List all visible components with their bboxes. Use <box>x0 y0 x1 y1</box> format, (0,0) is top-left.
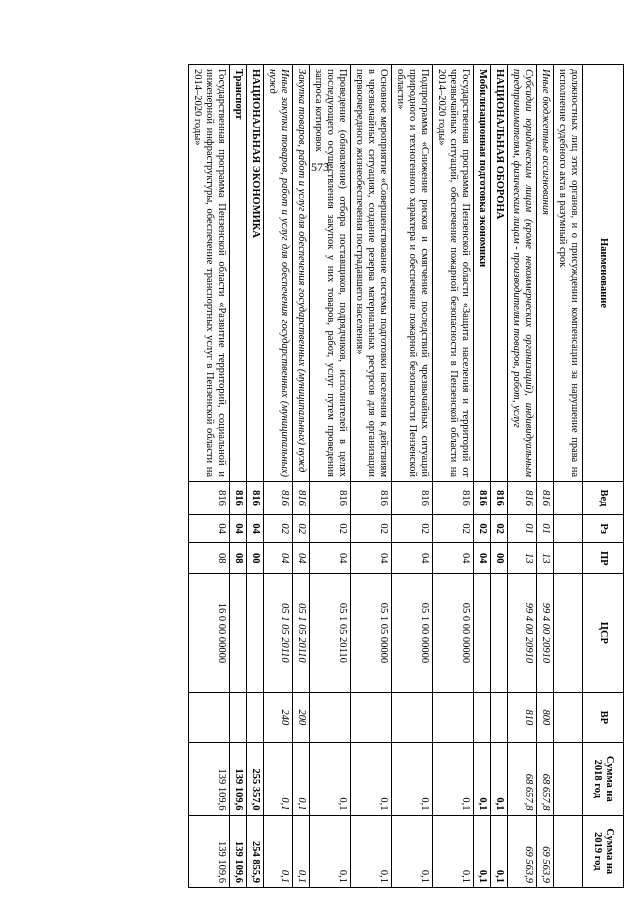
cell-sum2019: 0,1 <box>310 815 351 887</box>
cell-pr: 13 <box>537 543 554 574</box>
cell-ved: 816 <box>491 481 508 514</box>
cell-vr <box>189 692 230 742</box>
col-header-name: Наименование <box>583 65 624 482</box>
col-header-sum2018: Сумма на 2018 год <box>583 743 624 815</box>
cell-ved: 816 <box>537 481 554 514</box>
cell-name: должностных лиц этих органов, и о присуждении компенсации за нарушение права на исполнение судебного акта в разумный срок <box>554 65 583 482</box>
cell-ved <box>554 481 583 514</box>
cell-rz <box>554 514 583 543</box>
cell-rz: 02 <box>310 514 351 543</box>
cell-ved: 816 <box>189 481 230 514</box>
table-stage <box>76 64 624 888</box>
cell-pr: 04 <box>351 543 392 574</box>
col-header-rz: Рз <box>583 514 624 543</box>
cell-rz: 04 <box>189 514 230 543</box>
cell-vr: 200 <box>293 692 310 742</box>
cell-name: Субсидии юридическим лицам (кроме некоммерческих организаций), индивидуальным предпринимателям, физическим лицам - производителям товаров, работ, услуг <box>508 65 537 482</box>
cell-vr: 800 <box>537 692 554 742</box>
cell-csr: 05 1 00 00000 <box>392 574 433 693</box>
table-row <box>189 65 230 888</box>
cell-csr: 99 4 00 20910 <box>508 574 537 693</box>
cell-sum2019 <box>554 815 583 887</box>
table-row <box>474 65 491 888</box>
cell-sum2018: 0,1 <box>433 743 474 815</box>
col-header-pr: ПР <box>583 543 624 574</box>
cell-rz: 04 <box>230 514 247 543</box>
cell-sum2018: 68 657,8 <box>508 743 537 815</box>
cell-name: Транспорт <box>230 65 247 482</box>
cell-vr: 810 <box>508 692 537 742</box>
cell-name: Государственная программа Пензенской области «Защита населения и территорий от чрезвычайных ситуаций, обеспечение пожарной безопасности в Пензенской области на 2014–2020 годы» <box>433 65 474 482</box>
cell-pr: 04 <box>433 543 474 574</box>
cell-pr: 00 <box>491 543 508 574</box>
cell-pr: 00 <box>247 543 264 574</box>
table-row <box>351 65 392 888</box>
col-header-sum2019: Сумма на 2019 год <box>583 815 624 887</box>
cell-csr <box>247 574 264 693</box>
cell-sum2019: 0,1 <box>293 815 310 887</box>
col-header-ved: Вед <box>583 481 624 514</box>
cell-name: Государственная программа Пензенской области «Развитие территорий, социальной и инженерной инфраструктуры, обеспечение транспортных услуг в Пензенской области на 2014–2020 годы» <box>189 65 230 482</box>
table-body <box>189 65 583 888</box>
cell-ved: 816 <box>247 481 264 514</box>
table-row <box>310 65 351 888</box>
cell-vr <box>351 692 392 742</box>
cell-sum2018: 0,1 <box>264 743 293 815</box>
cell-sum2019: 254 855,9 <box>247 815 264 887</box>
cell-rz: 02 <box>351 514 392 543</box>
cell-sum2019: 0,1 <box>392 815 433 887</box>
cell-sum2018: 139 109,6 <box>189 743 230 815</box>
cell-csr <box>554 574 583 693</box>
table-row <box>293 65 310 888</box>
cell-pr: 04 <box>293 543 310 574</box>
page-number: 573 <box>311 160 329 174</box>
cell-vr <box>474 692 491 742</box>
cell-pr: 08 <box>189 543 230 574</box>
cell-sum2019: 139 109,6 <box>230 815 247 887</box>
cell-sum2019: 0,1 <box>433 815 474 887</box>
cell-csr: 05 1 05 20110 <box>293 574 310 693</box>
cell-csr <box>491 574 508 693</box>
cell-csr: 05 1 05 20110 <box>264 574 293 693</box>
cell-pr: 13 <box>508 543 537 574</box>
cell-csr <box>230 574 247 693</box>
cell-sum2018: 0,1 <box>491 743 508 815</box>
cell-sum2019: 0,1 <box>474 815 491 887</box>
cell-sum2018: 255 357,0 <box>247 743 264 815</box>
cell-sum2019: 0,1 <box>264 815 293 887</box>
cell-sum2018: 0,1 <box>392 743 433 815</box>
cell-rz: 01 <box>537 514 554 543</box>
cell-vr <box>310 692 351 742</box>
cell-pr: 08 <box>230 543 247 574</box>
cell-ved: 816 <box>264 481 293 514</box>
cell-vr <box>247 692 264 742</box>
cell-sum2019: 0,1 <box>351 815 392 887</box>
table-row <box>508 65 537 888</box>
cell-sum2019: 0,1 <box>491 815 508 887</box>
table-row <box>230 65 247 888</box>
table-row <box>433 65 474 888</box>
cell-rz: 04 <box>247 514 264 543</box>
table-row <box>554 65 583 888</box>
cell-ved: 816 <box>392 481 433 514</box>
table-header-row <box>583 65 624 888</box>
cell-vr <box>230 692 247 742</box>
cell-name: Иные закупки товаров, работ и услуг для обеспечения государственных (муниципальных) нужд <box>264 65 293 482</box>
cell-ved: 816 <box>433 481 474 514</box>
cell-csr <box>474 574 491 693</box>
cell-csr: 99 4 00 20910 <box>537 574 554 693</box>
cell-ved: 816 <box>474 481 491 514</box>
cell-rz: 02 <box>491 514 508 543</box>
rotated-table-wrapper <box>76 64 624 888</box>
cell-ved: 816 <box>508 481 537 514</box>
col-header-vr: ВР <box>583 692 624 742</box>
cell-name: Основное мероприятие «Совершенствование системы подготовки населения к действиям в чрезвычайных ситуациях, создание резерва материальных ресурсов для организации первоочередного жизнеобеспечения пострадавшего населения» <box>351 65 392 482</box>
cell-pr: 04 <box>310 543 351 574</box>
cell-rz: 02 <box>474 514 491 543</box>
table-row <box>264 65 293 888</box>
cell-rz: 02 <box>433 514 474 543</box>
budget-table <box>188 64 624 888</box>
cell-name: Подпрограмма «Снижение рисков и смягчение последствий чрезвычайных ситуаций природного и техногенного характера и обеспечение пожарной безопасности Пензенской области» <box>392 65 433 482</box>
cell-vr: 240 <box>264 692 293 742</box>
cell-sum2019: 69 563,9 <box>508 815 537 887</box>
cell-name: Проведение (обновление) отбора поставщиков, подрядчиков, исполнителей в целях последующего осуществления закупок у них товаров, работ, услуг путем проведения запроса котировок <box>310 65 351 482</box>
cell-pr: 04 <box>474 543 491 574</box>
table-row <box>392 65 433 888</box>
cell-ved: 816 <box>230 481 247 514</box>
table-row <box>537 65 554 888</box>
cell-csr: 05 0 00 00000 <box>433 574 474 693</box>
cell-pr <box>554 543 583 574</box>
col-header-csr: ЦСР <box>583 574 624 693</box>
cell-rz: 02 <box>392 514 433 543</box>
cell-name: НАЦИОНАЛЬНАЯ ОБОРОНА <box>491 65 508 482</box>
cell-sum2018: 0,1 <box>293 743 310 815</box>
cell-name: НАЦИОНАЛЬНАЯ ЭКОНОМИКА <box>247 65 264 482</box>
table-row <box>247 65 264 888</box>
cell-name: Мобилизационная подготовка экономики <box>474 65 491 482</box>
cell-name: Закупка товаров, работ и услуг для обеспечения государственных (муниципальных) нужд <box>293 65 310 482</box>
cell-sum2018: 0,1 <box>310 743 351 815</box>
cell-csr: 16 0 00 00000 <box>189 574 230 693</box>
cell-rz: 02 <box>264 514 293 543</box>
cell-rz: 01 <box>508 514 537 543</box>
cell-vr <box>392 692 433 742</box>
cell-sum2018: 68 657,8 <box>537 743 554 815</box>
cell-vr <box>554 692 583 742</box>
cell-pr: 04 <box>392 543 433 574</box>
cell-name: Иные бюджетные ассигнования <box>537 65 554 482</box>
cell-ved: 816 <box>351 481 392 514</box>
cell-vr <box>491 692 508 742</box>
cell-sum2018: 0,1 <box>474 743 491 815</box>
cell-sum2019: 139 109,6 <box>189 815 230 887</box>
cell-rz: 02 <box>293 514 310 543</box>
cell-sum2018 <box>554 743 583 815</box>
cell-pr: 04 <box>264 543 293 574</box>
cell-sum2018: 0,1 <box>351 743 392 815</box>
cell-vr <box>433 692 474 742</box>
cell-ved: 816 <box>310 481 351 514</box>
cell-sum2018: 139 109,6 <box>230 743 247 815</box>
cell-csr: 05 1 05 20110 <box>310 574 351 693</box>
cell-csr: 05 1 05 00000 <box>351 574 392 693</box>
table-row <box>491 65 508 888</box>
cell-sum2019: 69 563,9 <box>537 815 554 887</box>
cell-ved: 816 <box>293 481 310 514</box>
